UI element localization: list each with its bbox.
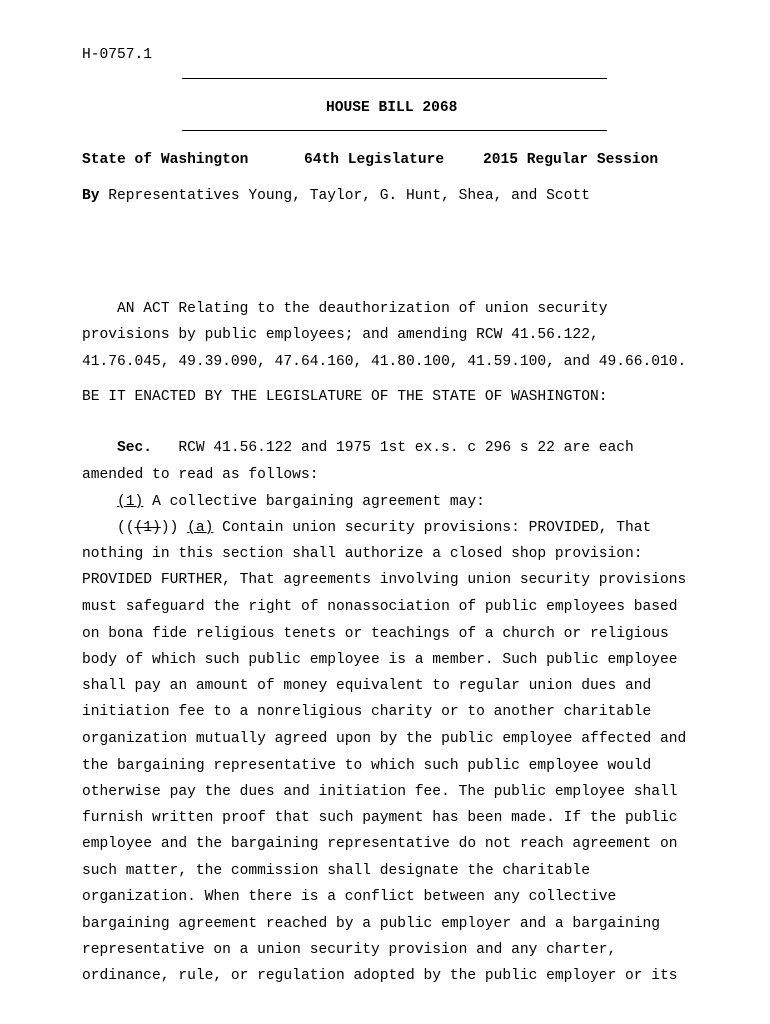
body-line: nothing in this section shall authorize a closed shop provision: <box>82 546 643 562</box>
sponsors: Representatives Young, Taylor, G. Hunt, Shea, and Scott <box>108 188 590 204</box>
by-label: By <box>82 188 100 204</box>
enacting-clause: BE IT ENACTED BY THE LEGISLATURE OF THE STATE OF WASHINGTON: <box>82 389 608 405</box>
subsection-number: (1) <box>117 494 144 510</box>
title-rule-bottom <box>182 130 607 131</box>
inserted-number: (a) <box>187 520 214 536</box>
legislature: 64th Legislature <box>304 152 445 168</box>
sec-label: Sec. <box>117 440 153 456</box>
session: 2015 Regular Session <box>483 152 659 168</box>
subsection-text: Contain union security provisions: PROVIDED, That <box>213 520 652 536</box>
deletion-close: )) <box>160 520 188 536</box>
subsection-1 <box>82 495 485 510</box>
bill-code: H-0757.1 <box>82 47 153 63</box>
act-line: AN ACT Relating to the deauthorization of union security <box>82 301 608 317</box>
body-line: employee and the bargaining representative do not reach agreement on <box>82 836 678 852</box>
body-line: must safeguard the right of nonassociation of public employees based <box>82 599 678 615</box>
body-line: shall pay an amount of money equivalent to regular union dues and <box>82 678 652 694</box>
body-line: PROVIDED FURTHER, That agreements involving union security provisions <box>82 572 687 588</box>
struck-text: (1) <box>134 520 161 536</box>
body-line: organization mutually agreed upon by the public employee affected and <box>82 731 687 747</box>
body-line: bargaining agreement reached by a public employer and a bargaining <box>82 916 661 932</box>
body-line: the bargaining representative to which such public employee would <box>82 758 652 774</box>
bill-title: HOUSE BILL 2068 <box>326 100 458 116</box>
sec-line: amended to read as follows: <box>82 467 319 483</box>
act-line: provisions by public employees; and amending RCW 41.56.122, <box>82 327 599 343</box>
body-line: body of which such public employee is a member. Such public employee <box>82 652 678 668</box>
body-line: otherwise pay the dues and initiation fee. The public employee shall <box>82 784 678 800</box>
section-heading <box>82 441 634 456</box>
body-line: on bona fide religious tenets or teachings of a church or religious <box>82 626 669 642</box>
body-line: organization. When there is a conflict between any collective <box>82 889 617 905</box>
body-line: furnish written proof that such payment has been made. If the public <box>82 810 678 826</box>
body-line: initiation fee to a nonreligious charity or to another charitable <box>82 704 652 720</box>
body-line: representative on a union security provision and any charter, <box>82 942 617 958</box>
state-name: State of Washington <box>82 152 249 168</box>
deletion-open: (( <box>117 520 135 536</box>
body-line: ordinance, rule, or regulation adopted by the public employer or its <box>82 968 678 984</box>
act-line: 41.76.045, 49.39.090, 47.64.160, 41.80.100, 41.59.100, and 49.66.010. <box>82 354 687 370</box>
subsection-text: A collective bargaining agreement may: <box>143 494 485 510</box>
sponsor-line <box>82 189 590 204</box>
body-line: such matter, the commission shall designate the charitable <box>82 863 590 879</box>
title-rule-top <box>182 78 607 79</box>
subsection-a <box>82 521 651 536</box>
sec-citation: RCW 41.56.122 and 1975 1st ex.s. c 296 s 22 are each <box>152 440 634 456</box>
